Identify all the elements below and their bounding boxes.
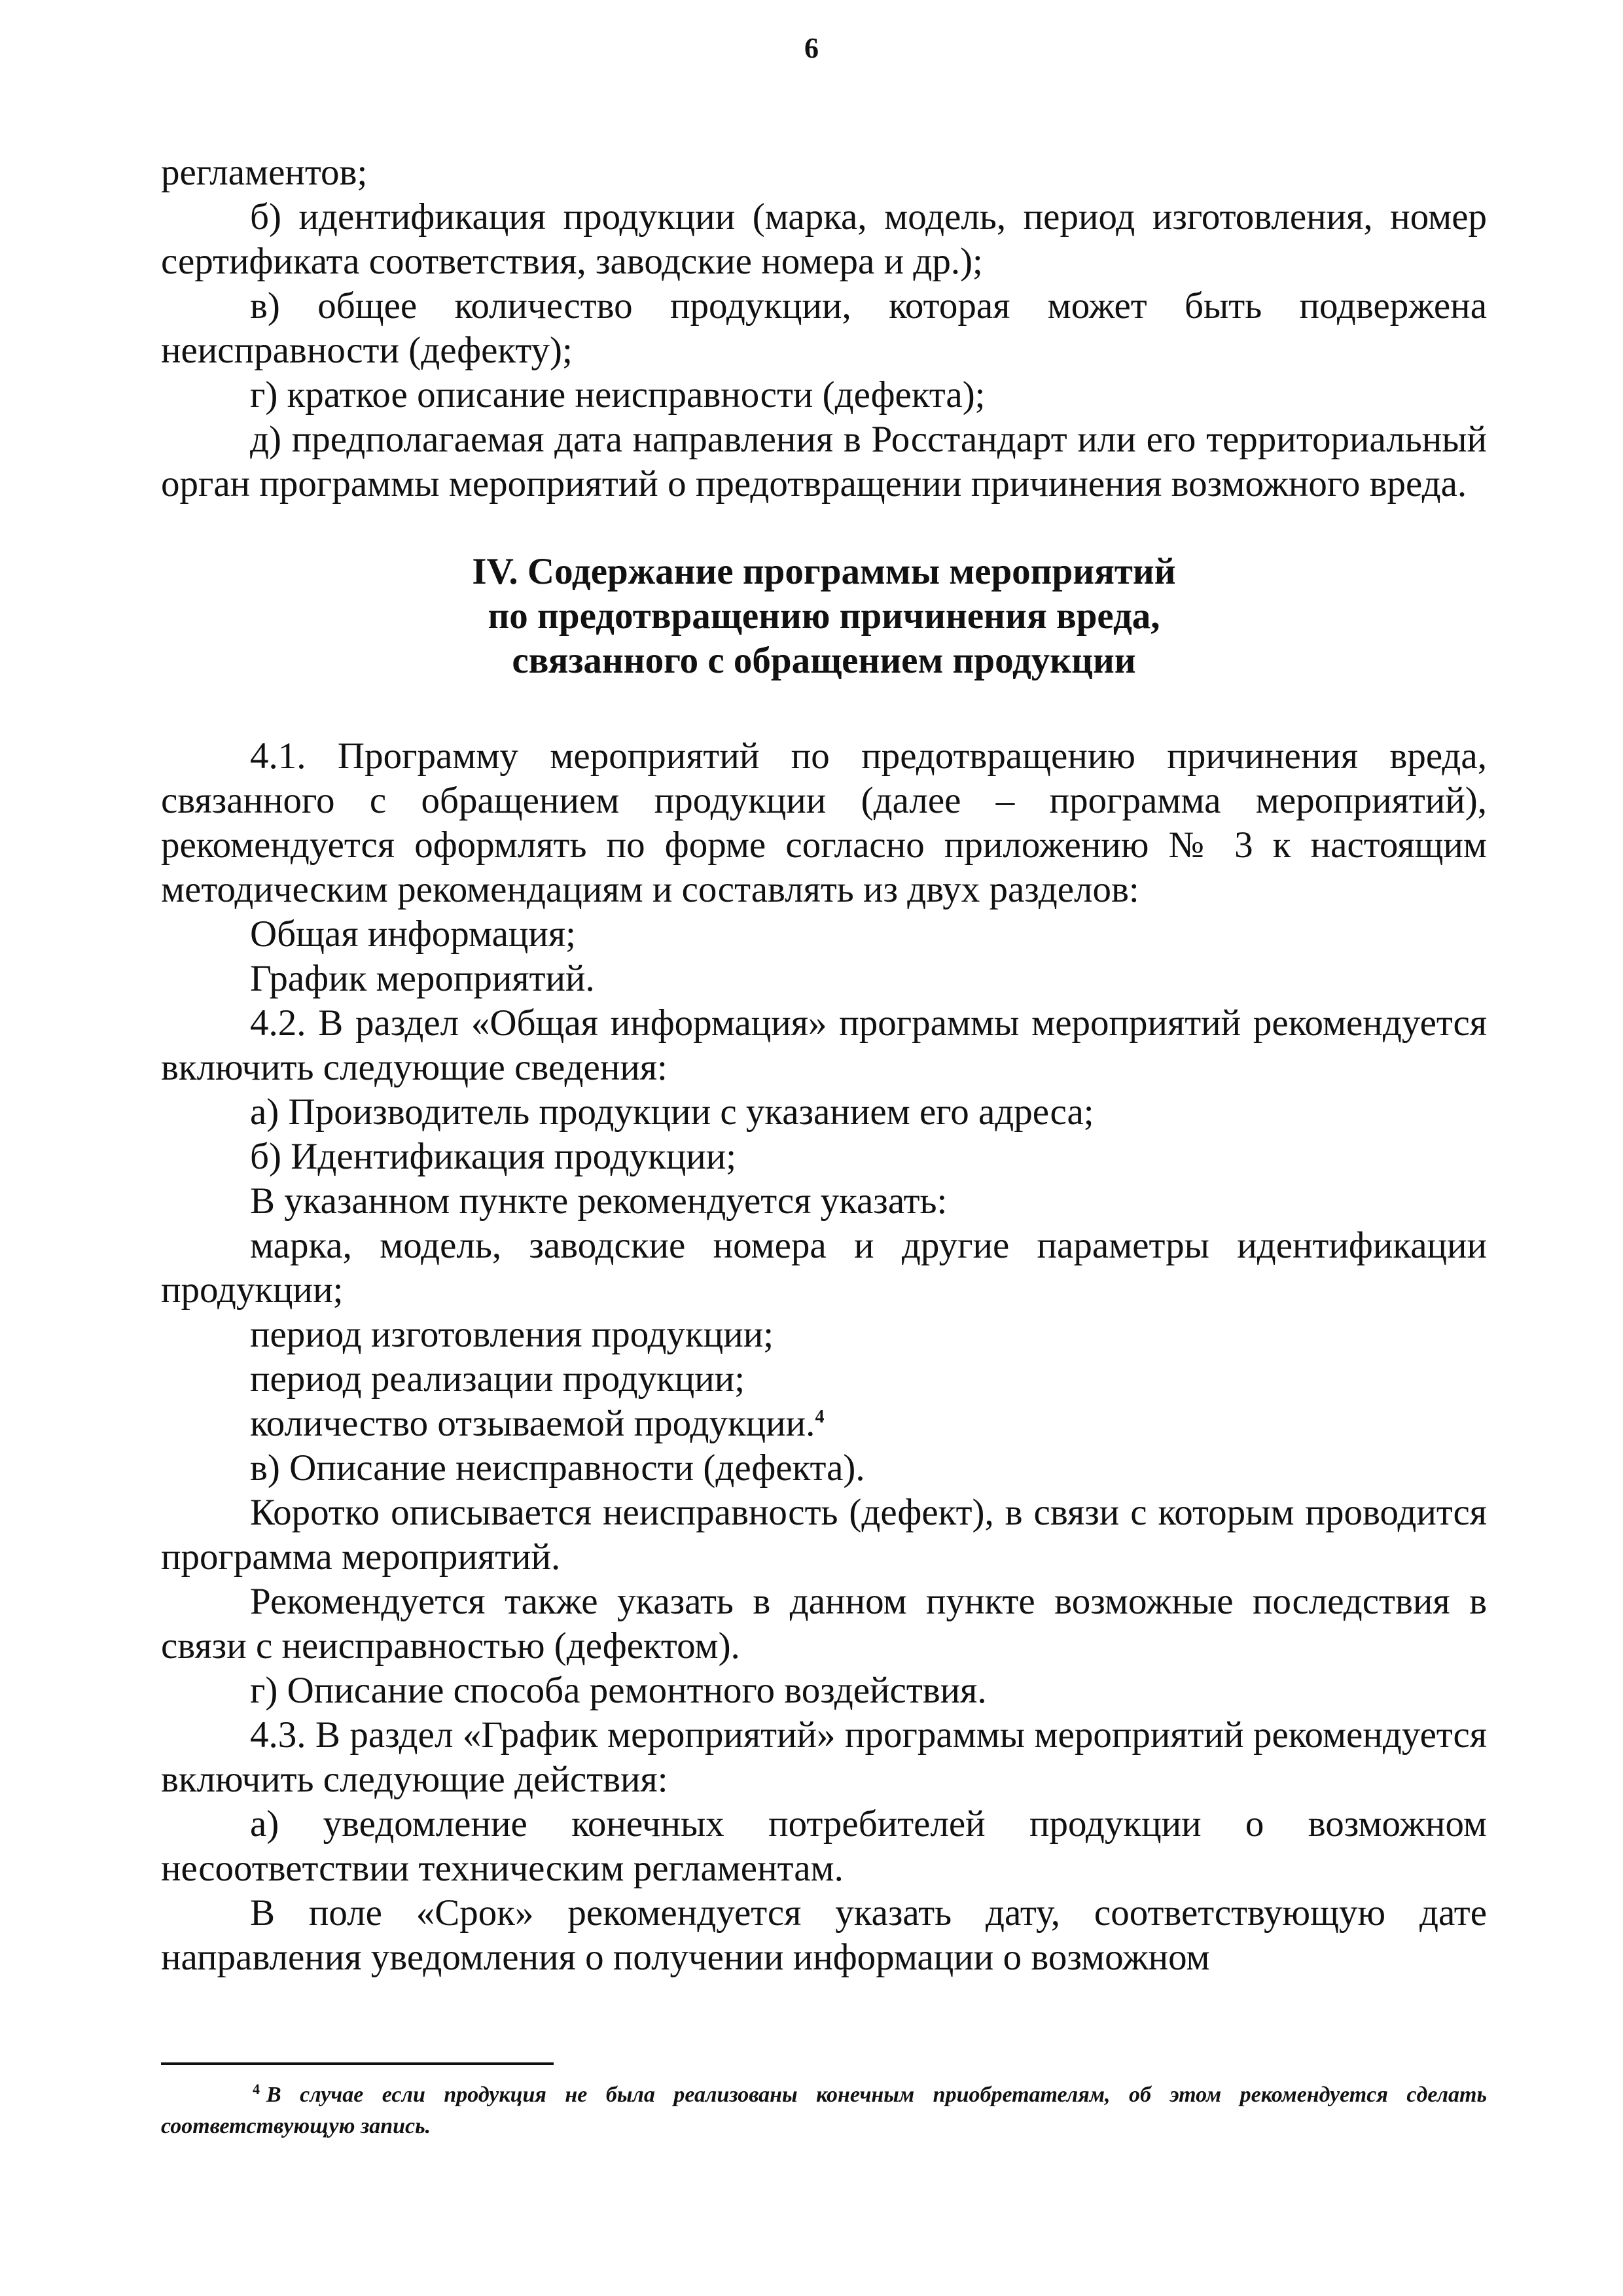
deadline-field-text: В поле «Срок» рекомендуется указать дату, соответствующую дате направления уведомления о получении информации о возможном [161, 1892, 1487, 1978]
section-heading-line-3: связанного с обращением продукции [512, 640, 1136, 681]
item-b-identification: б) Идентификация продукции; [250, 1136, 737, 1177]
item-b-brand-model: марка, модель, заводские номера и другие параметры идентификации продукции; [161, 1225, 1487, 1311]
item-a-notification: а) уведомление конечных потребителей продукции о возможном несоответствии техническим регламентам. [161, 1803, 1487, 1889]
item-a-manufacturer: а) Производитель продукции с указанием его адреса; [250, 1091, 1094, 1133]
page-number: 6 [804, 32, 819, 64]
footnote-divider [161, 2062, 554, 2065]
item-v-defect-description: в) Описание неисправности (дефекта). [250, 1447, 865, 1489]
item-g-repair-method: г) Описание способа ремонтного воздействия. [250, 1670, 987, 1711]
footnote-text: В случае если продукция не была реализованы конечным приобретателям, об этом рекомендуется сделать соответствующую запись. [161, 2083, 1487, 2138]
list-item-v: в) общее количество продукции, которая может быть подвержена неисправности (дефекту); [161, 285, 1487, 371]
list-item-b: б) идентификация продукции (марка, модель, период изготовления, номер сертификата соответствия, заводские номера и др.); [161, 196, 1487, 282]
consequences-text: Рекомендуется также указать в данном пункте возможные последствия в связи с неисправностью (дефектом). [161, 1581, 1487, 1667]
section-heading [161, 550, 1487, 683]
paragraph-continuation: регламентов; [161, 152, 368, 193]
list-item-d: д) предполагаемая дата направления в Росстандарт или его территориальный орган программы мероприятий о предотвращении причинения возможного вреда. [161, 419, 1487, 504]
paragraph-4-3: 4.3. В раздел «График мероприятий» программы мероприятий рекомендуется включить следующие действия: [161, 1714, 1487, 1800]
item-b-manufacture-period: период изготовления продукции; [250, 1314, 774, 1355]
footnote-reference: 4 [815, 1407, 825, 1427]
item-b-instruction: В указанном пункте рекомендуется указать: [250, 1180, 948, 1222]
item-b-sales-period: период реализации продукции; [250, 1358, 745, 1400]
section-heading-line-1: IV. Содержание программы мероприятий [472, 551, 1176, 592]
section-item-schedule: График мероприятий. [250, 958, 595, 999]
footnote-mark: 4 [253, 2080, 260, 2097]
section-heading-line-2: по предотвращению причинения вреда, [488, 595, 1160, 637]
defect-description-text: Коротко описывается неисправность (дефект), в связи с которым проводится программа мероприятий. [161, 1492, 1487, 1578]
paragraph-4-1: 4.1. Программу мероприятий по предотвращению причинения вреда, связанного с обращением продукции (далее – программа мероприятий), рекомендуется оформлять по форме согласно приложению № 3 к настоящим методическим рекомендациям и составлять из двух разделов: [161, 735, 1487, 910]
section-item-general-info: Общая информация; [250, 913, 576, 955]
paragraph-4-2: 4.2. В раздел «Общая информация» программы мероприятий рекомендуется включить следующие сведения: [161, 1002, 1487, 1088]
item-b-recalled-quantity [161, 1402, 1487, 1446]
footnote [161, 2079, 1487, 2142]
list-item-g: г) краткое описание неисправности (дефекта); [250, 374, 986, 415]
document-body [161, 150, 1487, 1980]
recalled-quantity-text: количество отзываемой продукции. [250, 1403, 815, 1444]
